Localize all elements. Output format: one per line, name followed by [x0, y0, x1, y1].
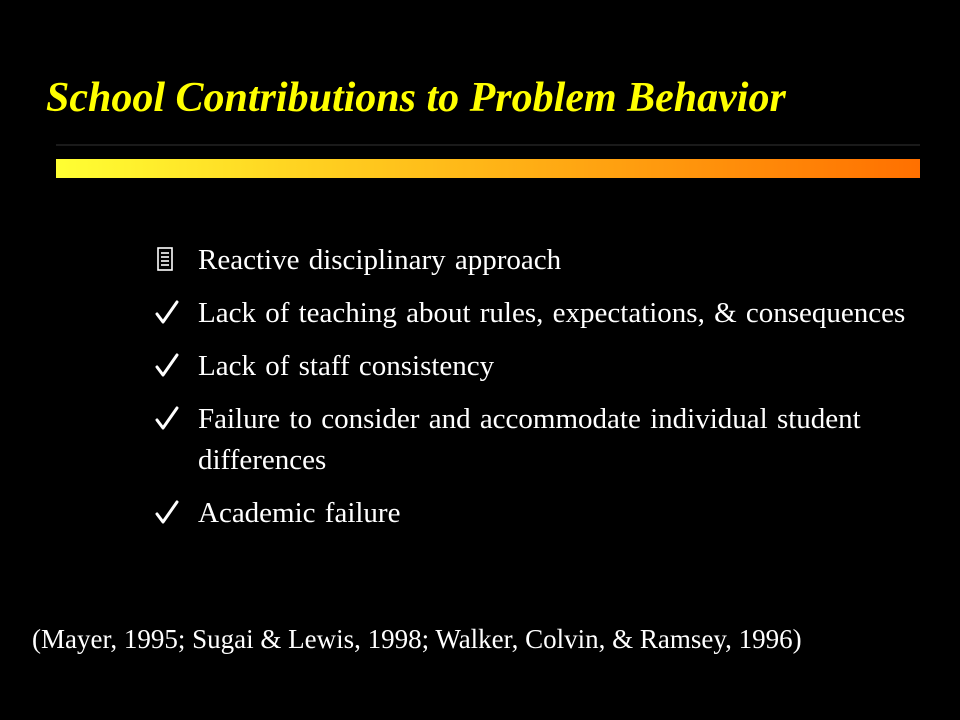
bullet-item [148, 240, 908, 281]
bullet-item [148, 293, 908, 334]
slide-title: School Contributions to Problem Behavior [46, 75, 786, 121]
bullet-item [148, 493, 908, 534]
bullet-text: Lack of teaching about rules, expectations, & consequences [198, 297, 906, 329]
checkmark-icon [154, 495, 180, 531]
checkmark-icon [154, 401, 180, 437]
bullet-text: Failure to consider and accommodate individual student differences [198, 403, 861, 476]
bullet-item [148, 399, 908, 481]
bullet-item [148, 346, 908, 387]
checkmark-icon [154, 348, 180, 384]
bullet-text: Reactive disciplinary approach [198, 244, 562, 276]
title-divider [56, 144, 920, 146]
citation: (Mayer, 1995; Sugai & Lewis, 1998; Walker, Colvin, & Ramsey, 1996) [32, 624, 802, 654]
bullet-text: Academic failure [198, 497, 401, 529]
list-bullet-icon [154, 242, 180, 278]
checkmark-icon [154, 295, 180, 331]
bullet-text: Lack of staff consistency [198, 350, 495, 382]
bullet-list [148, 240, 908, 546]
accent-bar [56, 159, 920, 178]
